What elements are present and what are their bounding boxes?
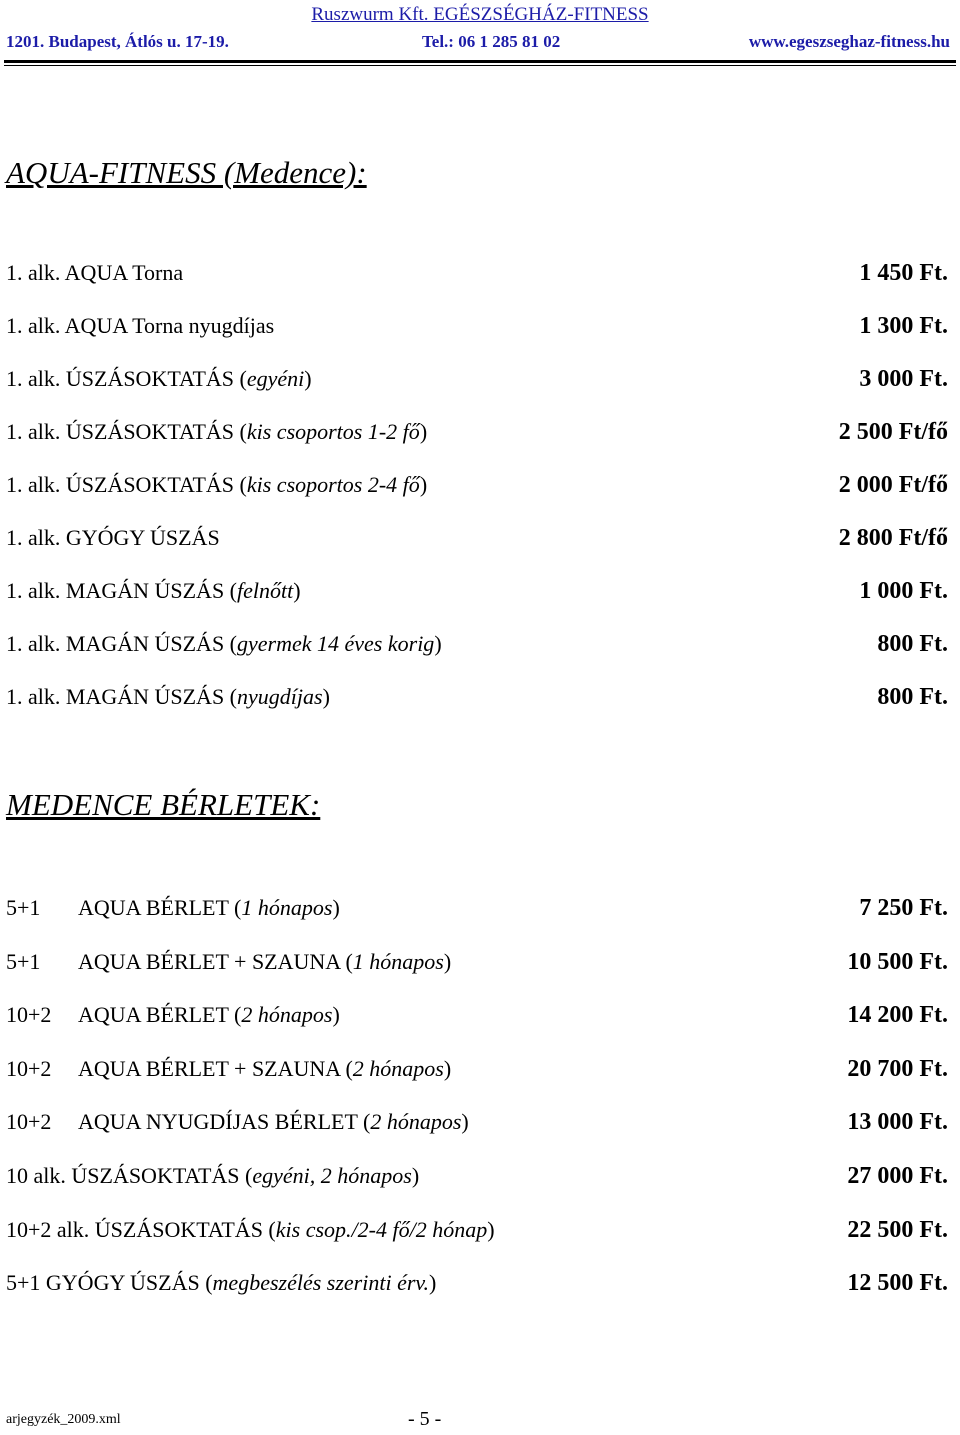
item-detail: kis csop./2-4 fő/2 hónap [275,1216,488,1242]
price-row [0,258,960,288]
item-price: 800 Ft. [877,684,948,710]
item-price: 3 000 Ft. [859,366,948,392]
item-price: 20 700 Ft. [847,1055,948,1082]
item-name: 1. alk. MAGÁN ÚSZÁS ( [6,578,237,603]
aqua-section-title: AQUA-FITNESS (Medence): [6,155,367,190]
pass-count: 5+1 [6,948,41,974]
item-close-paren: ) [293,578,301,603]
phone: Tel.: 06 1 285 81 02 [422,32,561,51]
page-number: - 5 - [408,1408,442,1430]
item-detail: kis csoportos 1-2 fő [246,419,420,444]
passes-section-title: MEDENCE BÉRLETEK: [6,787,321,822]
item-name: 1. alk. ÚSZÁSOKTATÁS ( [6,366,247,391]
item-price: 1 450 Ft. [859,260,948,286]
price-row [0,470,960,500]
price-row [0,311,960,341]
address: 1201. Budapest, Átlós u. 17-19. [6,32,229,51]
item-price: 1 000 Ft. [859,578,948,604]
item-label [6,1268,436,1298]
item-label [6,1054,451,1084]
item-label [6,893,340,923]
item-label [6,1107,469,1137]
item-close-paren: ) [487,1216,495,1242]
item-detail: egyéni, 2 hónapos [252,1163,412,1188]
pass-count: 10+2 [6,1055,52,1081]
item-price: 13 000 Ft. [847,1109,948,1136]
item-label [6,576,301,606]
item-detail: 2 hónapos [370,1109,462,1135]
footer-filename: arjegyzék_2009.xml [6,1412,121,1427]
item-close-paren: ) [322,684,330,709]
item-label [6,1161,419,1191]
item-price: 22 500 Ft. [847,1216,948,1243]
item-price: 800 Ft. [877,631,948,657]
item-close-paren: ) [419,472,428,497]
price-row [0,417,960,447]
item-detail: megbeszélés szerinti érv. [212,1270,430,1296]
item-name: 1. alk. GYÓGY ÚSZÁS [6,525,220,550]
header-divider-thin [4,65,956,66]
item-label [6,629,442,659]
item-price: 1 300 Ft. [859,313,948,339]
pass-count: 10+2 [6,1109,52,1135]
pass-count: 5+1 [6,895,41,920]
item-detail: egyéni [246,366,305,391]
item-detail: felnőtt [237,578,294,603]
item-name: AQUA BÉRLET ( [78,1002,242,1028]
item-detail: 1 hónapos [352,948,444,974]
item-label [6,258,183,288]
item-price: 12 500 Ft. [847,1270,948,1297]
price-row [0,523,960,553]
price-row [0,682,960,712]
item-label [6,682,330,712]
item-name: 1. alk. AQUA Torna nyugdíjas [6,313,275,338]
item-name: 1. alk. AQUA Torna [6,260,184,285]
item-detail: 2 hónapos [241,1002,333,1028]
item-price: 2 500 Ft/fő [838,419,948,445]
item-price: 27 000 Ft. [847,1163,948,1189]
item-label [6,311,274,341]
item-close-paren: ) [332,895,340,920]
item-name: AQUA BÉRLET ( [78,895,242,920]
item-label [6,523,220,553]
item-close-paren: ) [429,1270,437,1296]
item-name: AQUA BÉRLET + SZAUNA ( [78,948,353,974]
header-divider [4,60,956,63]
item-close-paren: ) [419,419,428,444]
item-price: 2 000 Ft/fő [838,472,948,498]
website: www.egeszseghaz-fitness.hu [748,32,950,51]
item-close-paren: ) [461,1109,469,1135]
price-row [0,1054,960,1084]
item-price: 10 500 Ft. [847,948,948,975]
item-name: AQUA NYUGDÍJAS BÉRLET ( [78,1109,371,1135]
item-price: 14 200 Ft. [847,1002,948,1029]
item-close-paren: ) [443,1055,452,1081]
item-detail: 2 hónapos [352,1055,444,1081]
item-close-paren: ) [304,366,312,391]
item-name: 1. alk. ÚSZÁSOKTATÁS ( [6,472,247,497]
price-row [0,1215,960,1245]
price-row [0,1107,960,1137]
item-label [6,417,427,447]
item-name: 1. alk. MAGÁN ÚSZÁS ( [6,684,237,709]
item-label [6,1000,340,1030]
company-name: Ruszwurm Kft. EGÉSZSÉGHÁZ-FITNESS [311,4,649,25]
item-price: 7 250 Ft. [859,895,948,921]
item-close-paren: ) [434,631,442,656]
item-close-paren: ) [411,1163,420,1188]
item-name: 5+1 GYÓGY ÚSZÁS ( [6,1270,213,1296]
price-row [0,629,960,659]
price-row [0,364,960,394]
item-name: 10 alk. ÚSZÁSOKTATÁS ( [6,1163,253,1188]
item-name: 1. alk. ÚSZÁSOKTATÁS ( [6,419,247,444]
price-row [0,576,960,606]
item-name: 1. alk. MAGÁN ÚSZÁS ( [6,631,237,656]
item-label [6,947,451,977]
item-close-paren: ) [443,948,452,974]
price-row [0,1000,960,1030]
item-price: 2 800 Ft/fő [838,525,948,551]
price-row [0,893,960,923]
price-row [0,1161,960,1191]
item-label [6,470,427,500]
item-name: 10+2 alk. ÚSZÁSOKTATÁS ( [6,1216,276,1242]
price-row [0,1268,960,1298]
item-label [6,364,312,394]
price-row [0,947,960,977]
item-detail: gyermek 14 éves korig [237,631,435,656]
item-name: AQUA BÉRLET + SZAUNA ( [78,1055,353,1081]
pass-count: 10+2 [6,1002,52,1028]
item-detail: nyugdíjas [237,684,323,709]
item-label [6,1215,495,1245]
item-detail: kis csoportos 2-4 fő [246,472,420,497]
item-detail: 1 hónapos [241,895,333,920]
item-close-paren: ) [332,1002,340,1028]
